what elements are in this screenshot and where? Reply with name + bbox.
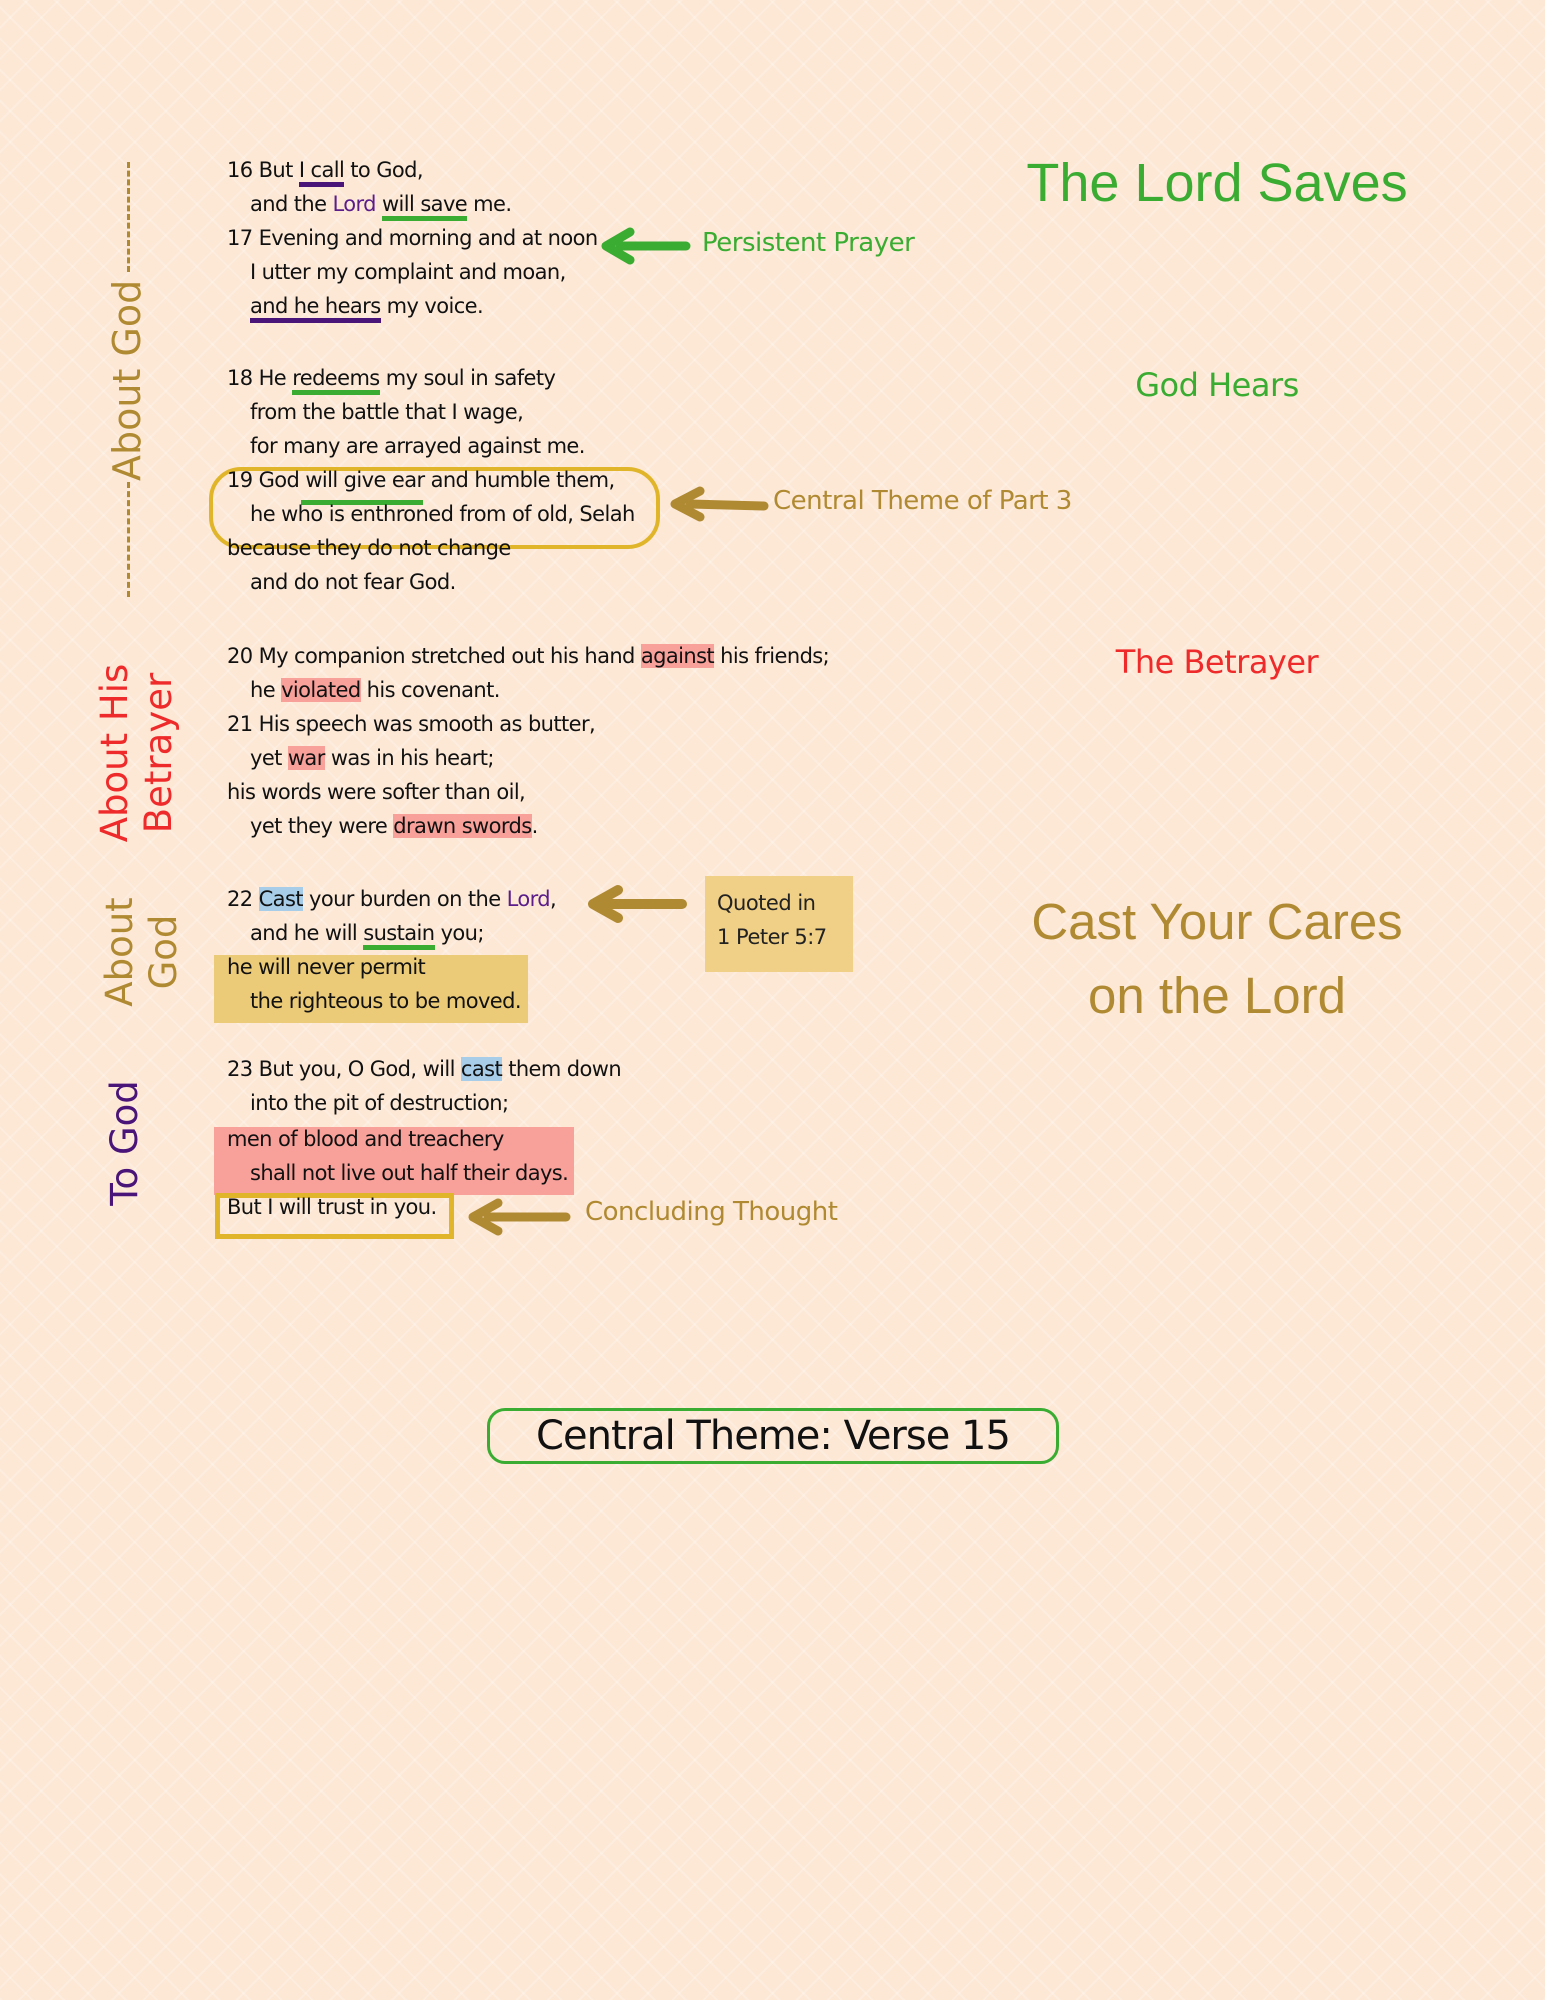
verse-22d: the righteous to be moved. <box>250 989 521 1013</box>
highlight-drawn-swords: drawn swords <box>393 814 532 838</box>
verse-22b: and he will sustain you; <box>250 919 484 947</box>
about-god-dash-top <box>127 162 130 272</box>
verse-18a: 18 He redeems my soul in safety <box>227 364 555 392</box>
central-theme-footer: Central Theme: Verse 15 <box>487 1408 1059 1464</box>
highlight-against: against <box>640 644 715 668</box>
about-god-2-label <box>98 852 188 1052</box>
verse-16a: 16 But I call to God, <box>227 156 423 184</box>
verse-22c: he will never permit <box>227 955 426 979</box>
highlight-violated: violated <box>281 678 361 702</box>
quoted-box <box>705 876 853 972</box>
label-central-theme-part3: Central Theme of Part 3 <box>773 486 1072 516</box>
cast-cares-line2: on the Lord <box>1087 967 1347 1024</box>
about-betrayer-line1: About His <box>93 663 136 843</box>
highlight-cast-2: cast <box>460 1057 503 1081</box>
label-persistent-prayer: Persistent Prayer <box>702 228 915 258</box>
verse-23e: But I will trust in you. <box>227 1195 437 1219</box>
to-god-label: To God <box>103 1080 146 1206</box>
verse-17b: I utter my complaint and moan, <box>250 260 566 284</box>
verse-21d: yet they were drawn swords. <box>250 814 538 838</box>
heading-lord-saves: The Lord Saves <box>1026 153 1408 213</box>
verse-17a: 17 Evening and morning and at noon <box>227 226 598 250</box>
lord-word: Lord <box>332 192 376 216</box>
underline-sustain: sustain <box>363 921 434 950</box>
underline-i-call: I call <box>299 158 344 187</box>
about-betrayer-line2: Betrayer <box>137 672 180 834</box>
verse-20a: 20 My companion stretched out his hand against his friends; <box>227 644 830 668</box>
heading-betrayer: The Betrayer <box>1115 643 1319 681</box>
underline-he-hears: and he hears <box>250 294 381 323</box>
verse-21b: yet war was in his heart; <box>250 746 494 770</box>
verse-16b: and the Lord will save me. <box>250 190 511 218</box>
underline-redeems: redeems <box>292 366 379 395</box>
verse-23d: shall not live out half their days. <box>250 1161 569 1185</box>
arrow-concluding-thought <box>466 1197 572 1237</box>
arrow-quoted <box>586 885 686 925</box>
verse-19a: 19 God will give ear and humble them, <box>227 468 615 492</box>
verse-17c: and he hears my voice. <box>250 292 483 320</box>
verse-21c: his words were softer than oil, <box>227 780 526 804</box>
verse-19c: because they do not change <box>227 536 511 560</box>
highlight-war: war <box>287 746 325 770</box>
verse-19b: he who is enthroned from of old, Selah <box>250 502 635 526</box>
verse-23c: men of blood and treachery <box>227 1127 504 1151</box>
about-god-dash-bottom <box>127 482 130 597</box>
verse-21a: 21 His speech was smooth as butter, <box>227 712 596 736</box>
cast-cares-line1: Cast Your Cares <box>1031 893 1403 950</box>
verse-23b: into the pit of destruction; <box>250 1091 509 1115</box>
arrow-central-theme-part3 <box>668 486 768 526</box>
quoted-line2: 1 Peter 5:7 <box>717 925 827 949</box>
about-god-2-line1: About <box>98 897 141 1007</box>
underline-will-save: will save <box>382 192 467 221</box>
verse-23a: 23 But you, O God, will cast them down <box>227 1057 622 1081</box>
quoted-line1: Quoted in <box>717 891 816 915</box>
verse-18c: for many are arrayed against me. <box>250 434 585 458</box>
about-god-2-line2: God <box>142 914 185 990</box>
verse-18b: from the battle that I wage, <box>250 400 524 424</box>
highlight-cast: Cast <box>258 887 303 911</box>
about-betrayer-label <box>93 643 183 863</box>
lord-word-2: Lord <box>506 887 550 911</box>
arrow-persistent-prayer <box>600 228 690 268</box>
verse-20b: he violated his covenant. <box>250 678 500 702</box>
verse-19d: and do not fear God. <box>250 570 456 594</box>
label-concluding-thought: Concluding Thought <box>585 1197 838 1227</box>
about-god-label: About God <box>105 279 149 481</box>
heading-god-hears: God Hears <box>1135 366 1299 404</box>
verse-22a: 22 Cast your burden on the Lord, <box>227 887 557 911</box>
heading-cast-cares <box>997 885 1437 1033</box>
